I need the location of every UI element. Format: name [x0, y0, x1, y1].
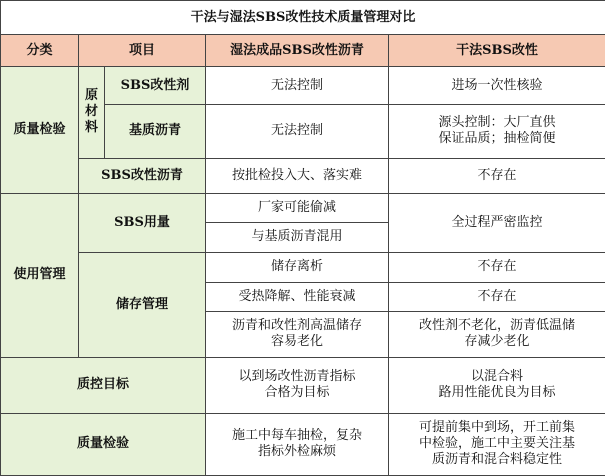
table-row — [1, 193, 605, 222]
dry-sbs-modifier: 进场一次性核验 — [389, 67, 605, 104]
item-storage: 储存管理 — [79, 252, 206, 357]
wet-quality-inspection-line2: 指标外检麻烦 — [257, 444, 336, 460]
table-title: 干法与湿法SBS改性技术质量管理对比 — [1, 1, 605, 35]
wet-sbs-modifier: 无法控制 — [206, 67, 389, 104]
dry-qc-target-line1: 以混合料 — [470, 369, 523, 385]
section-usage-management: 使用管理 — [1, 193, 79, 357]
wet-storage-1: 储存离析 — [206, 252, 389, 282]
header-dry: 干法SBS改性 — [389, 35, 605, 67]
table-row — [1, 413, 605, 475]
dry-base-asphalt-line1: 源头控制：大厂直供 — [438, 115, 556, 131]
wet-sbs-dosage-2: 与基质沥青混用 — [206, 222, 389, 252]
item-base-asphalt: 基质沥青 — [105, 104, 206, 158]
dry-storage-3-line1: 改性剂不老化，沥青低温储 — [418, 318, 575, 334]
item-sbs-asphalt: SBS改性沥青 — [79, 158, 206, 193]
wet-sbs-dosage-1: 厂家可能偷减 — [206, 193, 389, 222]
dry-storage-3-line2: 存减少老化 — [464, 334, 530, 350]
dry-quality-inspection — [389, 413, 605, 475]
wet-qc-target — [206, 357, 389, 413]
table-row — [1, 357, 605, 413]
section-quality-inspection: 质量检验 — [1, 413, 206, 475]
table-row — [1, 252, 605, 282]
header-row — [1, 35, 605, 67]
title-row — [1, 1, 605, 35]
wet-storage-3 — [206, 312, 389, 358]
raw-material-label — [79, 67, 105, 158]
dry-sbs-dosage: 全过程严密监控 — [389, 193, 605, 252]
wet-qc-target-line1: 以到场改性沥青指标 — [238, 369, 356, 385]
dry-quality-inspection-line1: 可提前集中到场，开工前集 — [418, 420, 575, 436]
wet-quality-inspection-line1: 施工中每车抽检，复杂 — [231, 428, 362, 444]
wet-storage-2: 受热降解、性能衰减 — [206, 283, 389, 312]
dry-quality-inspection-line3: 质沥青和混合料稳定性 — [431, 452, 562, 468]
table-row — [1, 158, 605, 193]
wet-storage-3-line2: 容易老化 — [270, 334, 323, 350]
dry-base-asphalt-line2: 保证品质；抽检简便 — [438, 131, 556, 147]
item-sbs-modifier: SBS改性剂 — [105, 67, 206, 104]
dry-sbs-asphalt: 不存在 — [389, 158, 605, 193]
dry-quality-inspection-line2: 中检验，施工中主要关注基 — [418, 436, 575, 452]
item-sbs-dosage: SBS用量 — [79, 193, 206, 252]
dry-base-asphalt — [389, 104, 605, 158]
dry-storage-1: 不存在 — [389, 252, 605, 282]
wet-sbs-asphalt: 按批检投入大、落实难 — [206, 158, 389, 193]
header-category: 分类 — [1, 35, 79, 67]
header-item: 项目 — [79, 35, 206, 67]
section-quality-check: 质量检验 — [1, 67, 79, 194]
wet-qc-target-line2: 合格为目标 — [264, 385, 330, 401]
dry-storage-2: 不存在 — [389, 283, 605, 312]
wet-storage-3-line1: 沥青和改性剂高温储存 — [231, 318, 362, 334]
dry-qc-target-line2: 路用性能优良为目标 — [438, 385, 556, 401]
wet-quality-inspection — [206, 413, 389, 475]
dry-qc-target — [389, 357, 605, 413]
header-wet: 湿法成品SBS改性沥青 — [206, 35, 389, 67]
table-row — [1, 67, 605, 104]
wet-base-asphalt: 无法控制 — [206, 104, 389, 158]
raw-material-text: 原材料 — [84, 88, 98, 136]
section-qc-target: 质控目标 — [1, 357, 206, 413]
dry-storage-3 — [389, 312, 605, 358]
